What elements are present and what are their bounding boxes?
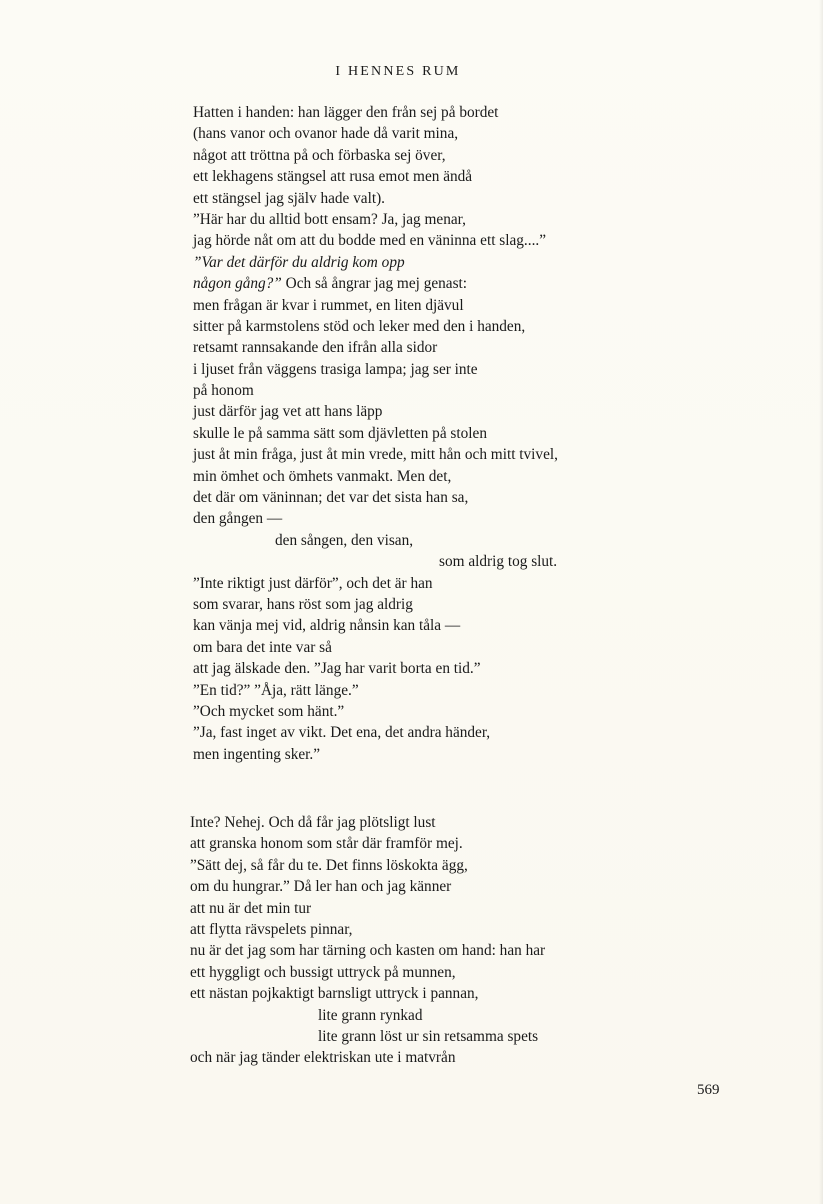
poem-line: sitter på karmstolens stöd och leker med den i handen,: [193, 317, 526, 335]
poem-line: och när jag tänder elektriskan ute i matvrån: [190, 1049, 456, 1067]
poem-line: just åt min fråga, just åt min vrede, mitt hån och mitt tvivel,: [193, 446, 558, 464]
page-number: 569: [697, 1082, 720, 1098]
poem-line: något att tröttna på och förbaska sej över,: [193, 146, 446, 164]
poem-line: ”Och mycket som hänt.”: [193, 702, 345, 720]
poem-line: i ljuset från väggens trasiga lampa; jag ser inte: [193, 360, 478, 378]
poem-line: att granska honom som står där framför mej.: [190, 835, 463, 853]
poem-line: att flytta rävspelets pinnar,: [190, 920, 353, 938]
poem-line: nu är det jag som har tärning och kasten om hand: han har: [190, 942, 546, 960]
roman-segment: Och så ångrar jag mej genast:: [281, 275, 468, 293]
poem-line: ett nästan pojkaktigt barnsligt uttryck i pannan,: [190, 985, 479, 1003]
poem-line: ett lekhagens stängsel att rusa emot men ändå: [193, 168, 473, 186]
poem-line: ”Sätt dej, så får du te. Det finns löskokta ägg,: [190, 856, 468, 874]
poem-line: om bara det inte var så: [193, 638, 332, 656]
italic-segment: någon gång?”: [193, 275, 282, 293]
poem-line: lite grann löst ur sin retsamma spets: [318, 1027, 539, 1045]
poem-line: [193, 273, 558, 294]
poem-line: skulle le på samma sätt som djävletten på stolen: [193, 424, 487, 442]
poem-line: men frågan är kvar i rummet, en liten djävul: [193, 296, 464, 314]
poem-line: retsamt rannsakande den ifrån alla sidor: [193, 339, 438, 357]
poem-line: ”Ja, fast inget av vikt. Det ena, det andra händer,: [193, 724, 491, 742]
poem-line: Inte? Nehej. Och då får jag plötsligt lust: [190, 814, 436, 831]
poem-stanza-1: [193, 102, 558, 765]
poem-line: den gången —: [193, 510, 283, 528]
poem-line: på honom: [193, 382, 254, 400]
poem-line: jag hörde nåt om att du bodde med en väninna ett slag....”: [193, 232, 547, 250]
poem-line: just därför jag vet att hans läpp: [193, 403, 383, 421]
poem-line: som svarar, hans röst som jag aldrig: [193, 595, 413, 613]
poem-line: den sången, den visan,: [275, 531, 414, 549]
poem-line: kan vänja mej vid, aldrig nånsin kan tåla —: [193, 617, 461, 635]
poem-line: (hans vanor och ovanor hade då varit mina,: [193, 125, 459, 143]
poem-line: lite grann rynkad: [318, 1006, 423, 1024]
poem-line: ”Inte riktigt just därför”, och det är han: [193, 574, 433, 592]
poem-line: min ömhet och ömhets vanmakt. Men det,: [193, 467, 452, 485]
poem-line: ett hyggligt och bussigt uttryck på munnen,: [190, 963, 456, 981]
poem-line: Hatten i handen: han lägger den från sej på bordet: [193, 104, 499, 121]
poem-line: det där om väninnan; det var det sista han sa,: [193, 489, 469, 507]
poem-line: om du hungrar.” Då ler han och jag känner: [190, 878, 452, 896]
poem-line: som aldrig tog slut.: [439, 553, 558, 571]
poem-line: att jag älskade den. ”Jag har varit borta en tid.”: [193, 660, 481, 678]
poem-line: att nu är det min tur: [190, 899, 312, 917]
poem-line: ”En tid?” ”Åja, rätt länge.”: [193, 681, 359, 699]
poem-line: men ingenting sker.”: [193, 745, 321, 763]
poem-line: ”Här har du alltid bott ensam? Ja, jag menar,: [193, 210, 466, 228]
poem-line: ett stängsel jag själv hade valt).: [193, 189, 386, 207]
running-title: I HENNES RUM: [335, 64, 461, 79]
poem-line: ”Var det därför du aldrig kom opp: [193, 253, 405, 271]
poem-stanza-2: [190, 812, 545, 1069]
